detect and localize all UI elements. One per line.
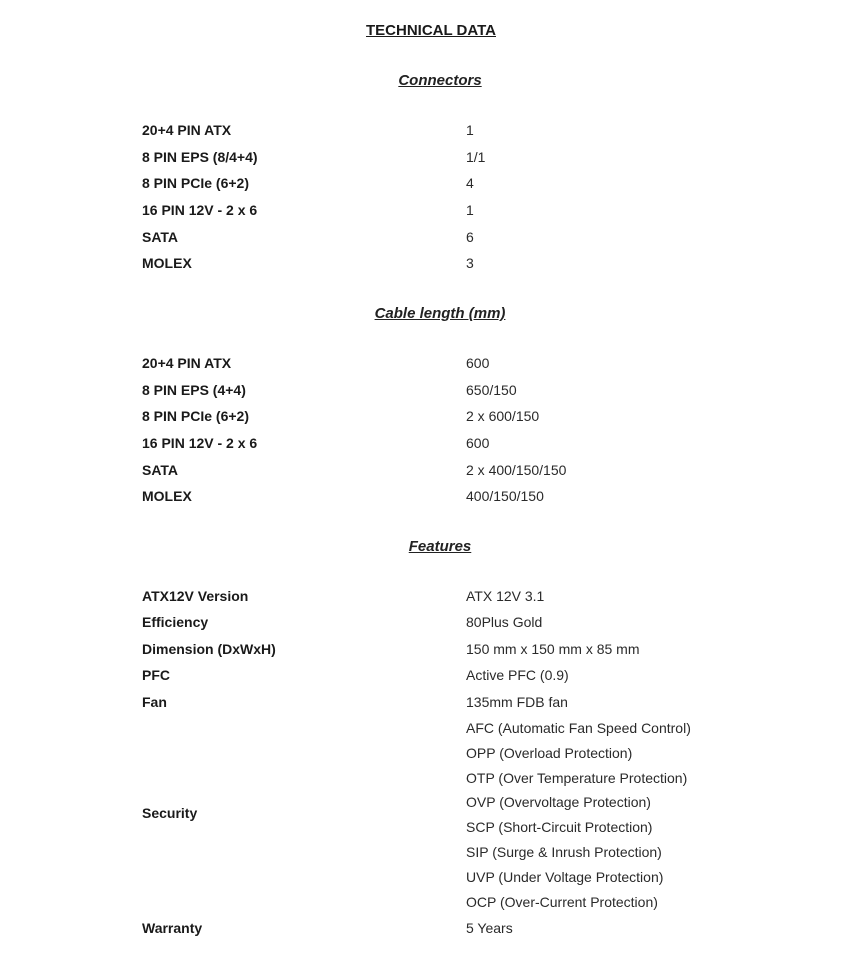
row-label: Dimension (DxWxH) bbox=[142, 641, 276, 657]
table-row bbox=[0, 175, 862, 199]
security-item: OTP (Over Temperature Protection) bbox=[466, 769, 688, 786]
row-label: 20+4 PIN ATX bbox=[142, 122, 232, 138]
row-value: 3 bbox=[466, 255, 474, 271]
table-row bbox=[0, 122, 862, 146]
row-value: 80Plus Gold bbox=[466, 614, 543, 630]
row-label: 8 PIN EPS (8/4+4) bbox=[142, 149, 258, 165]
security-item: AFC (Automatic Fan Speed Control) bbox=[466, 720, 691, 736]
row-label: MOLEX bbox=[142, 255, 192, 271]
row-label: 8 PIN EPS (4+4) bbox=[142, 382, 246, 398]
table-row bbox=[0, 229, 862, 253]
row-value: 150 mm x 150 mm x 85 mm bbox=[466, 641, 640, 657]
cable-length-heading: Cable length (mm) bbox=[374, 305, 506, 322]
row-label: 8 PIN PCIe (6+2) bbox=[142, 175, 249, 191]
security-item: OCP (Over-Current Protection) bbox=[466, 893, 658, 910]
table-row bbox=[0, 614, 862, 638]
row-label: Fan bbox=[142, 694, 167, 710]
row-label: 16 PIN 12V - 2 x 6 bbox=[142, 435, 258, 451]
warranty-label: Warranty bbox=[142, 920, 203, 936]
table-row bbox=[0, 462, 862, 486]
row-label: Efficiency bbox=[142, 614, 209, 630]
table-row bbox=[0, 408, 862, 432]
row-value: 1/1 bbox=[466, 149, 486, 165]
row-value: 1 bbox=[466, 122, 474, 138]
security-item: SCP (Short-Circuit Protection) bbox=[466, 819, 653, 836]
row-value: 6 bbox=[466, 229, 474, 245]
row-label: SATA bbox=[142, 229, 179, 245]
row-value: 135mm FDB fan bbox=[466, 694, 568, 710]
connectors-heading: Connectors bbox=[398, 72, 482, 89]
page-title: TECHNICAL DATA bbox=[366, 22, 496, 39]
row-label: 8 PIN PCIe (6+2) bbox=[142, 408, 249, 424]
row-label: ATX12V Version bbox=[142, 588, 249, 604]
warranty-value: 5 Years bbox=[466, 920, 513, 936]
row-value: 600 bbox=[466, 355, 490, 371]
table-row bbox=[0, 667, 862, 691]
security-item: UVP (Under Voltage Protection) bbox=[466, 868, 664, 885]
features-heading: Features bbox=[408, 538, 472, 555]
security-item: OPP (Overload Protection) bbox=[466, 744, 633, 761]
table-row bbox=[0, 488, 862, 512]
row-label: 20+4 PIN ATX bbox=[142, 355, 232, 371]
table-row bbox=[0, 588, 862, 612]
row-value: Active PFC (0.9) bbox=[466, 667, 569, 683]
security-label: Security bbox=[142, 805, 198, 821]
row-value: 400/150/150 bbox=[466, 488, 544, 504]
table-row bbox=[0, 694, 862, 718]
row-label: PFC bbox=[142, 667, 170, 683]
row-label: 16 PIN 12V - 2 x 6 bbox=[142, 202, 258, 218]
row-label: SATA bbox=[142, 462, 179, 478]
row-value: 2 x 600/150 bbox=[466, 408, 540, 424]
table-row bbox=[0, 920, 862, 944]
table-row bbox=[0, 382, 862, 406]
row-value: 1 bbox=[466, 202, 474, 218]
table-row bbox=[0, 355, 862, 379]
table-row bbox=[0, 435, 862, 459]
row-value: ATX 12V 3.1 bbox=[466, 588, 545, 604]
table-row bbox=[0, 255, 862, 279]
table-row bbox=[0, 149, 862, 173]
security-item: SIP (Surge & Inrush Protection) bbox=[466, 843, 662, 860]
row-value: 4 bbox=[466, 175, 474, 191]
table-row bbox=[0, 202, 862, 226]
security-item: OVP (Overvoltage Protection) bbox=[466, 794, 651, 811]
table-row bbox=[0, 641, 862, 665]
row-label: MOLEX bbox=[142, 488, 192, 504]
row-value: 600 bbox=[466, 435, 490, 451]
security-list bbox=[466, 718, 691, 916]
row-value: 650/150 bbox=[466, 382, 517, 398]
row-value: 2 x 400/150/150 bbox=[466, 462, 567, 478]
